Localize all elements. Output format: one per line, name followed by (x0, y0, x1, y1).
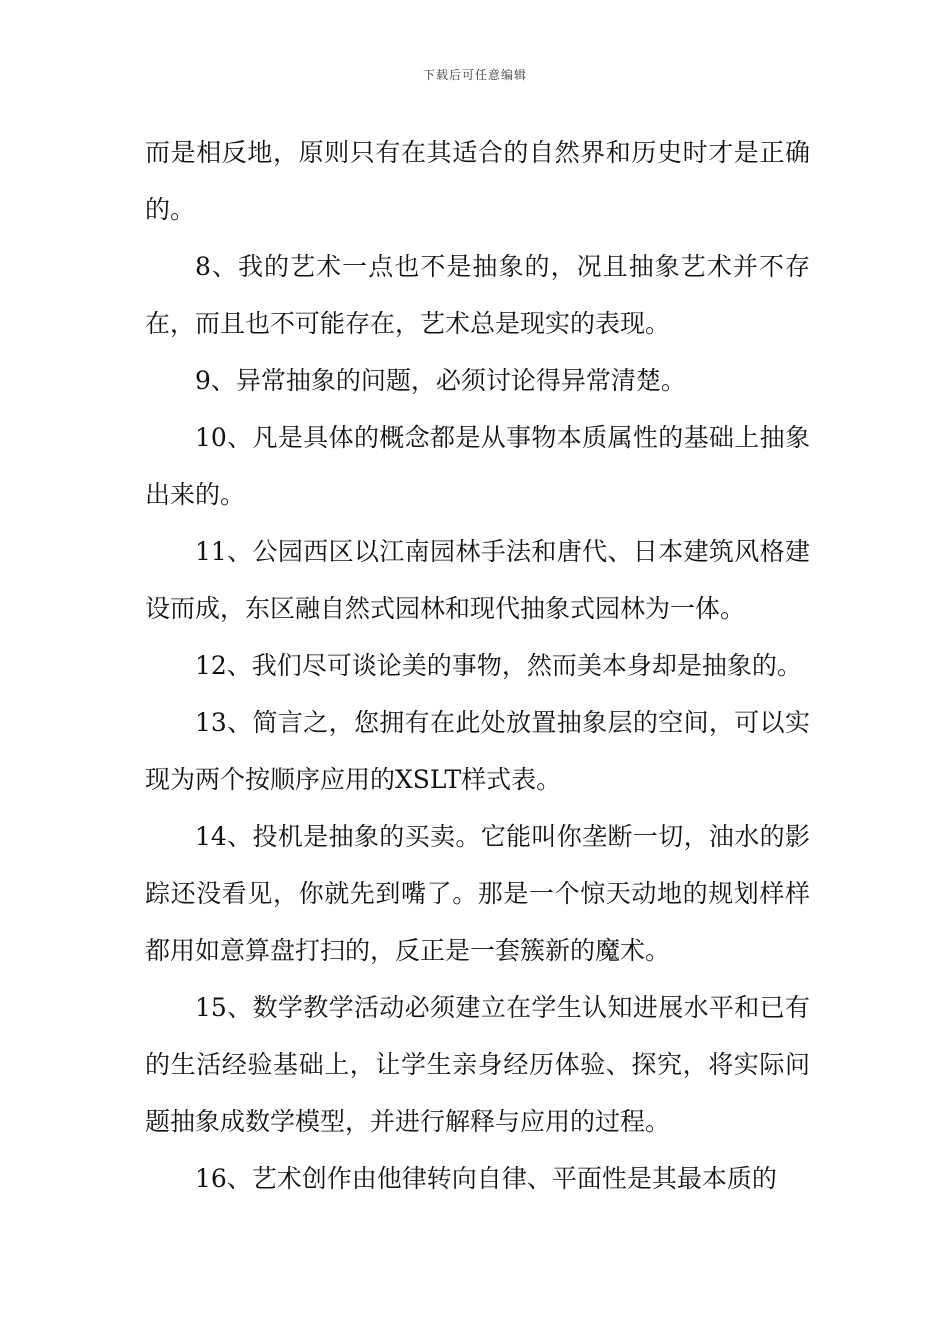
paragraph-item-11: 11、公园西区以江南园林手法和唐代、日本建筑风格建设而成，东区融自然式园林和现代抽象式园林为一体。 (145, 537, 810, 623)
paragraph-item-12: 12、我们尽可谈论美的事物，然而美本身却是抽象的。 (195, 651, 802, 680)
paragraph-continuation: 而是相反地，原则只有在其适合的自然界和历史时才是正确的。 (145, 138, 810, 224)
paragraph-item-16: 16、艺术创作由他律转向自律、平面性是其最本质的 (195, 1164, 777, 1193)
paragraph-item-8: 8、我的艺术一点也不是抽象的，况且抽象艺术并不存在，而且也不可能存在，艺术总是现实的表现。 (145, 252, 810, 338)
body-text (145, 124, 810, 1207)
header-note: 下载后可任意编辑 (422, 68, 527, 82)
paragraph-item-9: 9、异常抽象的问题，必须讨论得异常清楚。 (195, 366, 686, 395)
paragraph-item-13: 13、简言之，您拥有在此处放置抽象层的空间，可以实现为两个按顺序应用的XSLT样式表。 (145, 708, 810, 794)
paragraph-item-15: 15、数学教学活动必须建立在学生认知进展水平和已有的生活经验基础上，让学生亲身经历体验、探究，将实际问题抽象成数学模型，并进行解释与应用的过程。 (145, 993, 810, 1136)
paragraph-item-14: 14、投机是抽象的买卖。它能叫你垄断一切，油水的影踪还没看见，你就先到嘴了。那是一个惊天动地的规划样样都用如意算盘打扫的，反正是一套簇新的魔术。 (145, 822, 810, 965)
paragraph-item-10: 10、凡是具体的概念都是从事物本质属性的基础上抽象出来的。 (145, 423, 810, 509)
